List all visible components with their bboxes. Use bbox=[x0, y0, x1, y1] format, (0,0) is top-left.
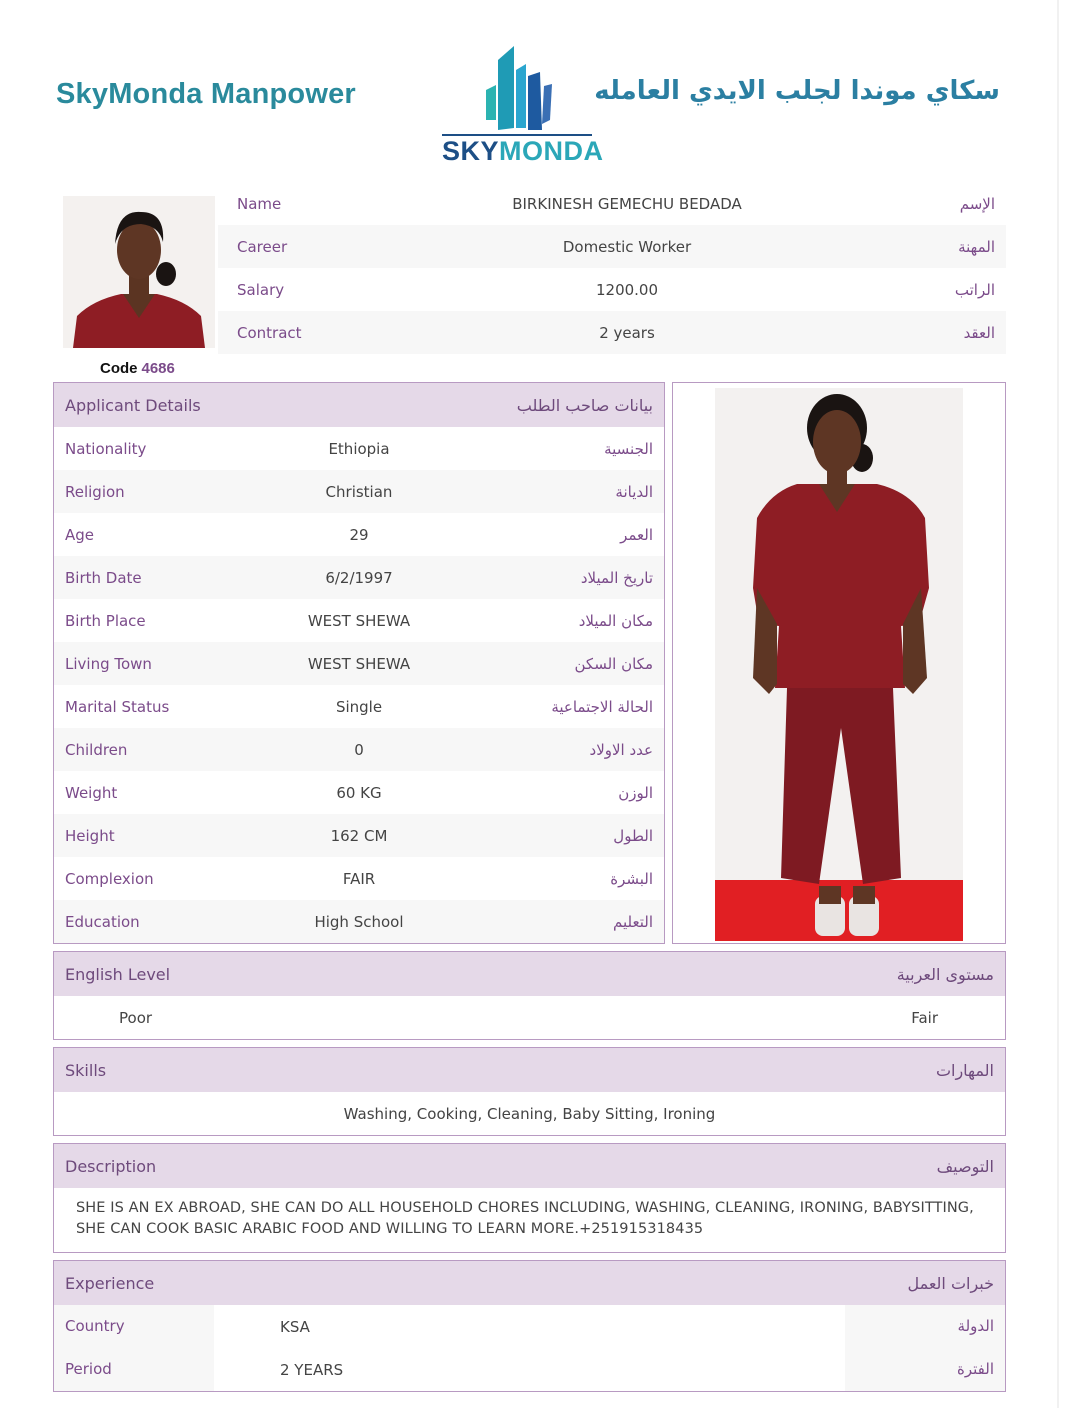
detail-label-en: Education bbox=[65, 912, 140, 931]
section-title-en: Skills bbox=[65, 1060, 107, 1080]
description-text: SHE IS AN EX ABROAD, SHE CAN DO ALL HOUSEHOLD CHORES INCLUDING, WASHING, CLEANING, IRONING, BABYSITTING, SHE CAN COOK BASIC ARABIC FOOD AND WILLING TO LEARN MORE.+251915318435 bbox=[76, 1200, 974, 1237]
detail-row bbox=[54, 771, 664, 814]
detail-label-en: Height bbox=[65, 826, 115, 845]
detail-row bbox=[54, 642, 664, 685]
info-value: 1200.00 bbox=[595, 280, 659, 299]
detail-label-ar: الوزن bbox=[618, 783, 653, 802]
skyline-logo-icon bbox=[442, 40, 592, 134]
detail-label-en: Children bbox=[65, 740, 128, 759]
code-value: 4686 bbox=[141, 360, 175, 377]
arabic-level-value: Fair bbox=[911, 1008, 938, 1027]
detail-label-ar: التعليم bbox=[613, 912, 653, 931]
section-title-ar: بيانات صاحب الطلب bbox=[516, 395, 653, 415]
applicant-details-section bbox=[53, 382, 665, 944]
info-label-en: Name bbox=[237, 194, 282, 213]
info-row-contract bbox=[218, 311, 1006, 354]
info-row-career bbox=[218, 225, 1006, 268]
skymonda-logo bbox=[442, 40, 604, 170]
detail-value: 29 bbox=[349, 525, 369, 544]
info-label-en: Salary bbox=[237, 280, 285, 299]
language-level-section bbox=[53, 951, 1006, 1040]
detail-label-en: Living Town bbox=[65, 654, 152, 673]
detail-label-en: Weight bbox=[65, 783, 118, 802]
section-title-en: Description bbox=[65, 1156, 157, 1176]
section-header bbox=[54, 952, 1005, 996]
detail-value: 60 KG bbox=[336, 783, 382, 802]
experience-label-en: Country bbox=[54, 1305, 214, 1348]
detail-row bbox=[54, 556, 664, 599]
experience-label-ar: الدولة bbox=[845, 1305, 1005, 1348]
section-title-en: English Level bbox=[65, 964, 171, 984]
detail-value: Christian bbox=[325, 482, 393, 501]
experience-row-period bbox=[54, 1348, 1005, 1391]
applicant-code bbox=[100, 360, 175, 377]
detail-label-ar: تاريخ الميلاد bbox=[580, 568, 653, 587]
detail-label-ar: الديانة bbox=[615, 482, 653, 501]
section-title-ar: التوصيف bbox=[936, 1156, 994, 1176]
skills-section bbox=[53, 1047, 1006, 1136]
info-row-name bbox=[218, 182, 1006, 225]
detail-label-ar: مكان السكن bbox=[574, 654, 653, 673]
detail-value: Single bbox=[335, 697, 383, 716]
detail-row bbox=[54, 599, 664, 642]
detail-row bbox=[54, 900, 664, 943]
description-section bbox=[53, 1143, 1006, 1253]
info-value: Domestic Worker bbox=[562, 237, 692, 256]
section-title-ar: خبرات العمل bbox=[907, 1273, 994, 1293]
experience-label-en: Period bbox=[54, 1348, 214, 1391]
skills-list: Washing, Cooking, Cleaning, Baby Sitting, Ironing bbox=[343, 1104, 716, 1123]
experience-value: 2 YEARS bbox=[280, 1360, 344, 1379]
section-header bbox=[54, 1261, 1005, 1305]
detail-value: FAIR bbox=[342, 869, 376, 888]
detail-row bbox=[54, 470, 664, 513]
detail-row bbox=[54, 857, 664, 900]
detail-value: WEST SHEWA bbox=[307, 611, 411, 630]
detail-label-ar: الحالة الاجتماعية bbox=[551, 697, 653, 716]
section-header bbox=[54, 1048, 1005, 1092]
applicant-full-body-photo bbox=[715, 388, 963, 941]
info-label-ar: المهنة bbox=[958, 237, 995, 256]
detail-label-ar: البشرة bbox=[610, 869, 653, 888]
experience-value: KSA bbox=[280, 1317, 310, 1336]
detail-value: High School bbox=[314, 912, 404, 931]
detail-label-en: Complexion bbox=[65, 869, 154, 888]
info-label-ar: الراتب bbox=[954, 280, 995, 299]
basic-info-table bbox=[218, 182, 1006, 354]
full-body-photo-frame bbox=[672, 382, 1006, 944]
detail-label-ar: عدد الاولاد bbox=[589, 740, 653, 759]
detail-label-ar: الطول bbox=[613, 826, 653, 845]
applicant-portrait-photo bbox=[63, 196, 215, 348]
info-value: 2 years bbox=[599, 323, 655, 342]
detail-row bbox=[54, 685, 664, 728]
section-title-ar: المهارات bbox=[935, 1060, 994, 1080]
info-row-salary bbox=[218, 268, 1006, 311]
detail-label-en: Nationality bbox=[65, 439, 147, 458]
code-label: Code bbox=[100, 360, 138, 377]
experience-row-country bbox=[54, 1305, 1005, 1348]
experience-section bbox=[53, 1260, 1006, 1392]
detail-label-ar: الجنسية bbox=[604, 439, 653, 458]
detail-label-en: Religion bbox=[65, 482, 125, 501]
brand-name-arabic: سكاي موندا لجلب الايدي العامله bbox=[594, 76, 1000, 106]
detail-label-en: Birth Place bbox=[65, 611, 146, 630]
section-title-en: Applicant Details bbox=[65, 395, 201, 415]
section-header bbox=[54, 383, 664, 427]
info-label-ar: الإسم bbox=[959, 194, 995, 213]
detail-row bbox=[54, 513, 664, 556]
language-levels-row bbox=[54, 996, 1005, 1039]
section-title-ar: مستوى العربية bbox=[896, 964, 994, 984]
brand-name-english: SkyMonda Manpower bbox=[56, 78, 356, 110]
detail-value: 0 bbox=[354, 740, 364, 759]
details-list bbox=[54, 427, 664, 943]
detail-label-ar: مكان الميلاد bbox=[578, 611, 653, 630]
detail-value: Ethiopia bbox=[328, 439, 390, 458]
detail-value: 162 CM bbox=[330, 826, 388, 845]
detail-label-en: Age bbox=[65, 525, 95, 544]
english-level-value: Poor bbox=[119, 1008, 153, 1027]
detail-row bbox=[54, 427, 664, 470]
info-label-ar: العقد bbox=[963, 323, 995, 342]
detail-label-en: Marital Status bbox=[65, 697, 170, 716]
experience-label-ar: الفترة bbox=[845, 1348, 1005, 1391]
detail-label-ar: العمر bbox=[620, 525, 653, 544]
detail-label-en: Birth Date bbox=[65, 568, 142, 587]
detail-row bbox=[54, 728, 664, 771]
page-edge bbox=[1057, 0, 1059, 1408]
info-value: BIRKINESH GEMECHU BEDADA bbox=[512, 194, 742, 213]
info-label-en: Career bbox=[237, 237, 288, 256]
logo-wordmark: SKYMONDA bbox=[442, 136, 604, 166]
detail-row bbox=[54, 814, 664, 857]
detail-value: 6/2/1997 bbox=[325, 568, 393, 587]
info-label-en: Contract bbox=[237, 323, 302, 342]
detail-value: WEST SHEWA bbox=[307, 654, 411, 673]
section-header bbox=[54, 1144, 1005, 1188]
section-title-en: Experience bbox=[65, 1273, 155, 1293]
